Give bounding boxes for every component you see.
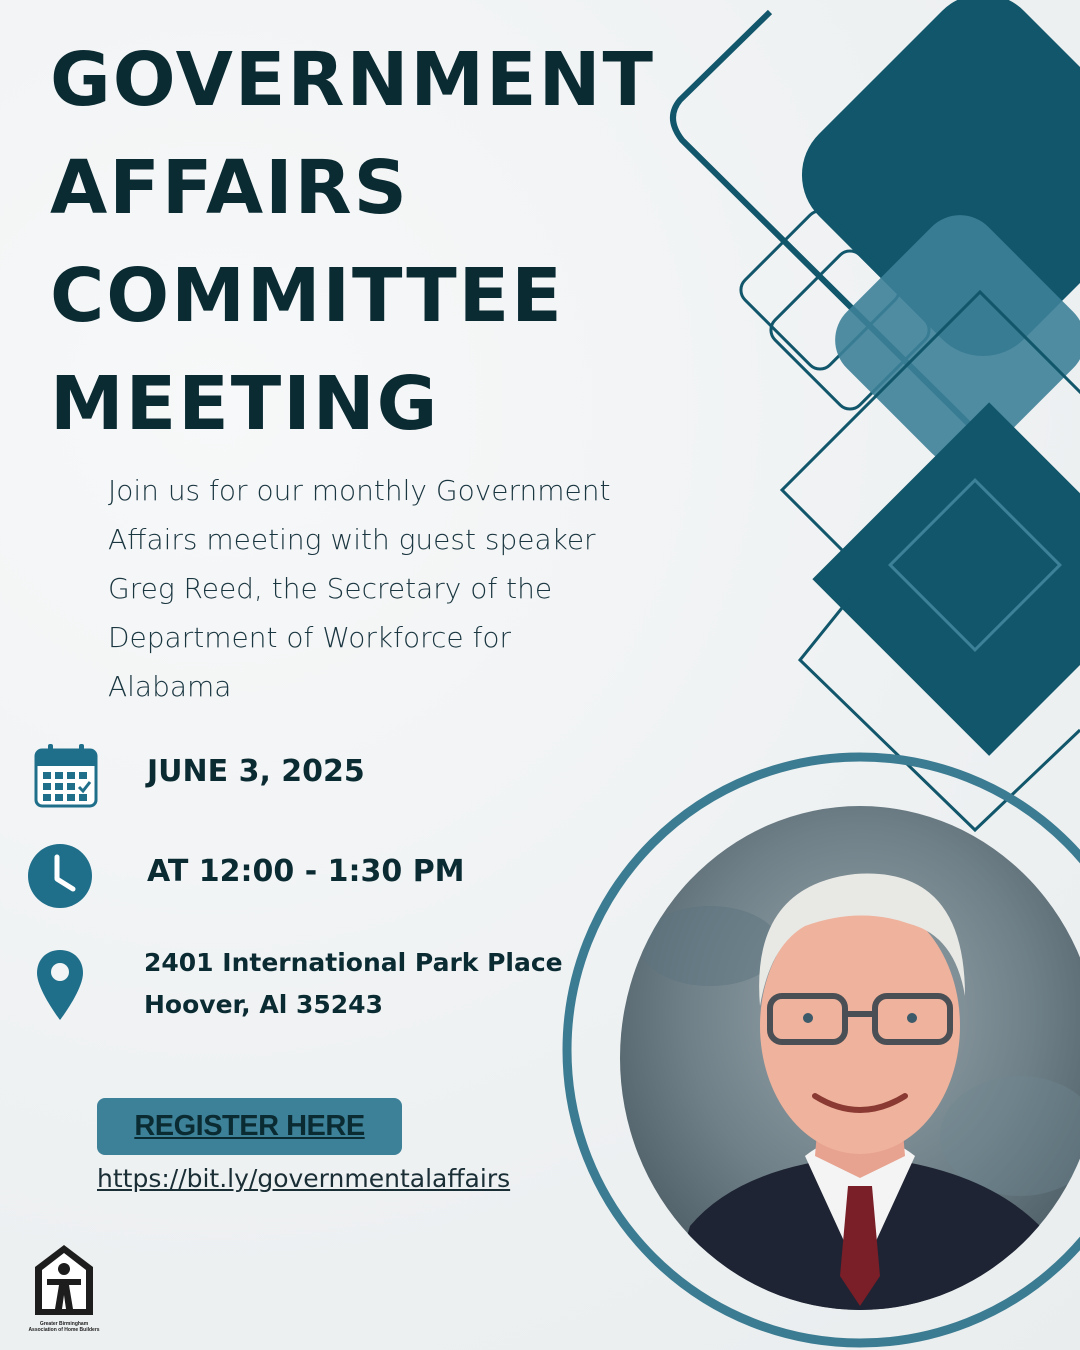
logo-caption-line-2: Association of Home Builders (28, 1327, 100, 1333)
title-line-1: GOVERNMENT (50, 37, 655, 123)
association-logo (18, 1243, 110, 1335)
register-button-label: REGISTER HERE (134, 1110, 365, 1142)
title-line-3: COMMITTEE (50, 253, 564, 339)
event-time: AT 12:00 - 1:30 PM (147, 854, 465, 889)
event-date: JUNE 3, 2025 (147, 754, 365, 789)
page-title (50, 26, 655, 458)
event-address (144, 942, 563, 1026)
event-description: Join us for our monthly Government Affairs meeting with guest speaker Greg Reed, the Secretary of the Department of Workforce for Alabama (108, 474, 611, 703)
speaker-photo (620, 806, 1080, 1326)
map-pin-icon (35, 948, 85, 1022)
calendar-icon (34, 744, 98, 808)
address-line-2: Hoover, Al 35243 (144, 990, 383, 1019)
address-line-1: 2401 International Park Place (144, 948, 563, 977)
register-link[interactable]: https://bit.ly/governmentalaffairs (97, 1164, 511, 1193)
register-button[interactable] (97, 1098, 402, 1155)
title-line-2: AFFAIRS (50, 145, 409, 231)
house-logo-icon (33, 1243, 95, 1317)
title-line-4: MEETING (50, 361, 440, 447)
clock-icon (27, 843, 93, 909)
logo-caption-line-1: Greater Birmingham (39, 1321, 89, 1327)
